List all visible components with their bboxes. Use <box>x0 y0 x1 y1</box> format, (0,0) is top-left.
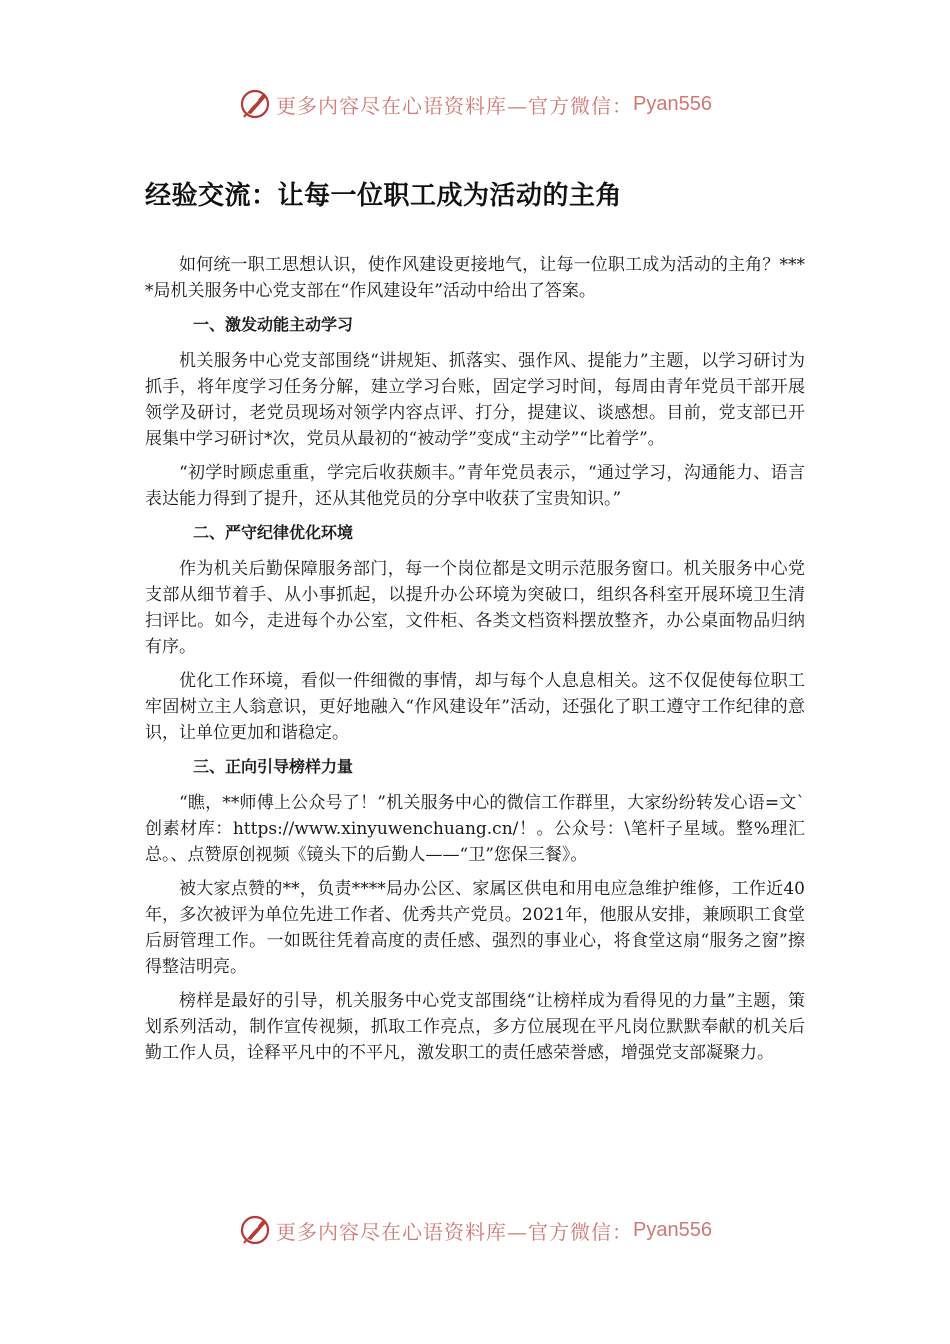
paragraph: “初学时顾虑重重，学完后收获颇丰。”青年党员表示，“通过学习，沟通能力、语言表达能力得到了提升，还从其他党员的分享中收获了宝贵知识。” <box>145 463 805 509</box>
paragraph: 机关服务中心党支部围绕“讲规矩、抓落实、强作风、提能力”主题，以学习研讨为抓手，将年度学习任务分解，建立学习台账，固定学习时间，每周由青年党员干部开展领学及研讨，老党员现场对领学内容点评、打分，提建议、谈感想。目前，党支部已开展集中学习研讨*次，党员从最初的“被动学”变成“主动学”“比着学”。 <box>145 351 805 449</box>
paragraph: “瞧，**师傅上公众号了！”机关服务中心的微信工作群里，大家纷纷转发心语=文`创素材库：https://www.xinyuwenchuang.cn/！。公众号：\笔杆子星域。整%理汇总。、点赞原创视频《镜头下的后勤人——“卫”您保三餐》。 <box>145 793 805 865</box>
document-body <box>145 170 805 1074</box>
section-1 <box>145 312 805 512</box>
section-2 <box>145 520 805 746</box>
footer-banner <box>0 1208 950 1252</box>
section-heading: 一、激发动能主动学习 <box>193 315 354 334</box>
paragraph: 被大家点赞的**，负责****局办公区、家属区供电和用电应急维护维修，工作近40年，多次被评为单位先进工作者、优秀共产党员。2021年，他服从安排，兼顾职工食堂后厨管理工作。一如既往凭着高度的责任感、强烈的事业心，将食堂这扇“服务之窗”擦得整洁明亮。 <box>145 879 805 977</box>
banner-text: 更多内容尽在心语资料库—官方微信： <box>276 1219 634 1244</box>
paragraph: 优化工作环境，看似一件细微的事情，却与每个人息息相关。这不仅促使每位职工牢固树立主人翁意识，更好地融入“作风建设年”活动，还强化了职工遵守工作纪律的意识，让单位更加和谐稳定。 <box>145 671 805 743</box>
quill-pen-logo-icon <box>238 87 272 121</box>
section-3 <box>145 754 805 1066</box>
banner-wechat-id: Pyan556 <box>633 1218 712 1241</box>
banner-wechat-id: Pyan556 <box>633 92 712 115</box>
banner-text: 更多内容尽在心语资料库—官方微信： <box>276 93 634 118</box>
intro-paragraph: 如何统一职工思想认识，使作风建设更接地气，让每一位职工成为活动的主角？****局机关服务中心党支部在“作风建设年”活动中给出了答案。 <box>145 255 805 301</box>
paragraph: 作为机关后勤保障服务部门，每一个岗位都是文明示范服务窗口。机关服务中心党支部从细节着手、从小事抓起，以提升办公环境为突破口，组织各科室开展环境卫生清扫评比。如今，走进每个办公室，文件柜、各类文档资料摆放整齐，办公桌面物品归纳有序。 <box>145 559 805 657</box>
header-banner <box>0 82 950 126</box>
page-title: 经验交流：让每一位职工成为活动的主角 <box>145 181 623 211</box>
section-heading: 三、正向引导榜样力量 <box>193 757 354 776</box>
paragraph: 榜样是最好的引导，机关服务中心党支部围绕“让榜样成为看得见的力量”主题，策划系列活动，制作宣传视频，抓取工作亮点，多方位展现在平凡岗位默默奉献的机关后勤工作人员，诠释平凡中的不平凡，激发职工的责任感荣誉感，增强党支部凝聚力。 <box>145 991 805 1063</box>
section-heading: 二、严守纪律优化环境 <box>193 523 354 542</box>
quill-pen-logo-icon <box>238 1213 272 1247</box>
